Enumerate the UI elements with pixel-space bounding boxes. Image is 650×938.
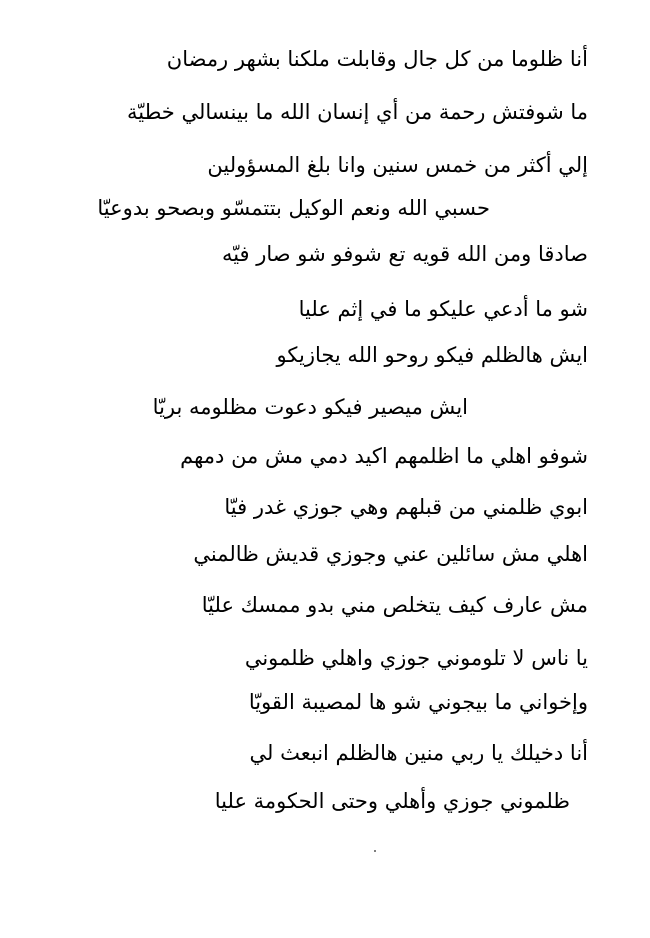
poem-line-13: يا ناس لا تلوموني جوزي واهلي ظلموني bbox=[244, 646, 588, 670]
poem-line-2: ما شوفتش رحمة من أي إنسان الله ما بينسالي خطيّة bbox=[126, 100, 588, 124]
poem-line-3: إلي أكثر من خمس سنين وانا بلغ المسؤولين bbox=[207, 153, 588, 177]
poem-line-12: مش عارف كيف يتخلص مني بدو ممسك عليّا bbox=[201, 593, 588, 617]
poem-line-16: ظلموني جوزي وأهلي وحتى الحكومة عليا bbox=[214, 789, 570, 813]
poem-line-9: شوفو اهلي ما اظلمهم اكيد دمي مش من دمهم bbox=[180, 444, 588, 468]
poem-line-1: أنا ظلوما من كل جال وقابلت ملكنا بشهر رمضان bbox=[166, 47, 588, 71]
poem-line-7: ايش هالظلم فيكو روحو الله يجازيكو bbox=[276, 343, 588, 367]
poem-line-8: ايش ميصير فيكو دعوت مظلومه بريّا bbox=[152, 395, 468, 419]
speck-mark bbox=[374, 850, 376, 852]
poem-line-5: صادقا ومن الله قويه تع شوفو شو صار فيّه bbox=[221, 242, 588, 266]
poem-line-4: حسبي الله ونعم الوكيل بتتمسّو وبصحو بدوعيّا bbox=[97, 196, 490, 220]
poem-line-11: اهلي مش سائلين عني وجوزي قديش ظالمني bbox=[193, 542, 588, 566]
poem-line-15: أنا دخيلك يا ربي منين هالظلم انبعث لي bbox=[249, 741, 588, 765]
poem-line-14: وإخواني ما بيجوني شو ها لمصيبة القويّا bbox=[248, 690, 588, 714]
poem-line-10: ابوي ظلمني من قبلهم وهي جوزي غدر فيّا bbox=[224, 495, 588, 519]
poem-line-6: شو ما أدعي عليكو ما في إثم عليا bbox=[298, 297, 588, 321]
